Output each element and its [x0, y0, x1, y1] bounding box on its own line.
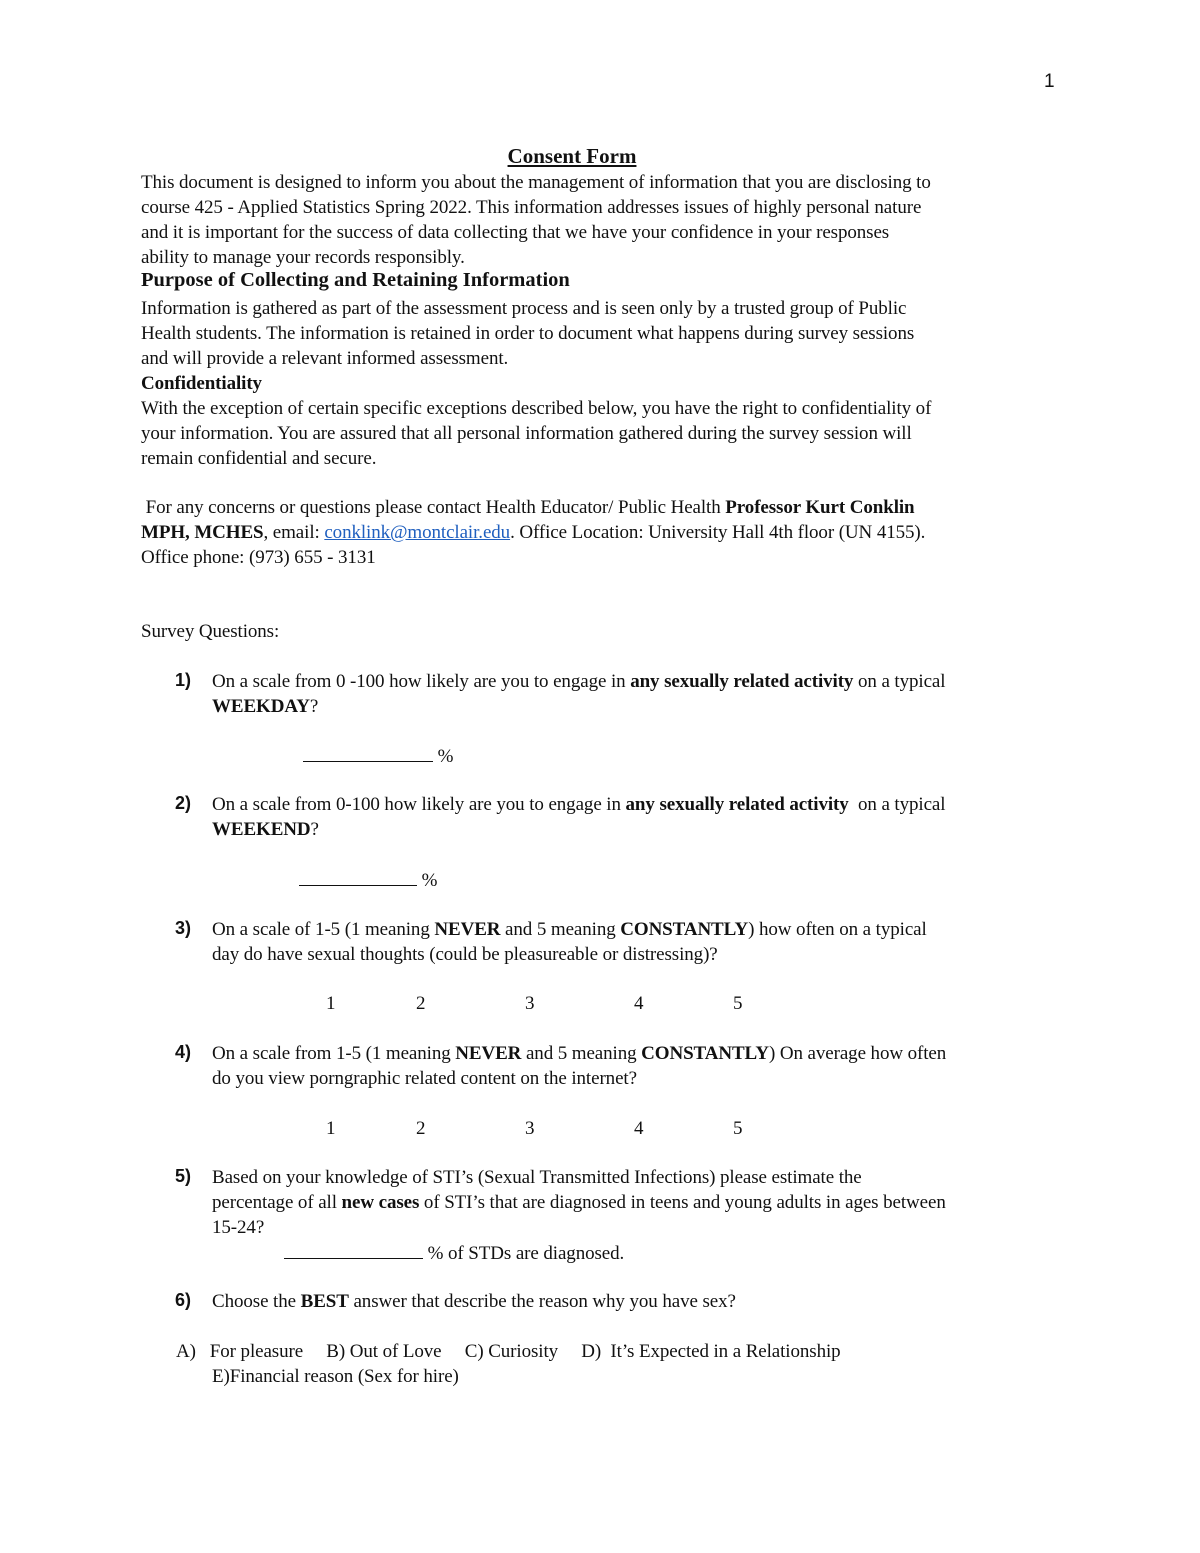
answer-suffix: % [417, 870, 438, 891]
question-text-part: Choose the [212, 1291, 301, 1312]
answer-blank[interactable] [284, 1240, 423, 1259]
rating-option[interactable]: 1 [326, 1118, 336, 1139]
question-emphasis: BEST [300, 1291, 349, 1312]
intro-line: course 425 - Applied Statistics Spring 2022. This information addresses issues of highly personal nature [141, 197, 922, 218]
question-text-part: answer that describe the reason why you have sex? [348, 1291, 736, 1312]
question-number: 4) [175, 1042, 192, 1062]
question-text-line-2: day do have sexual thoughts (could be pleasureable or distressing)? [212, 944, 718, 965]
question-text [212, 1289, 736, 1314]
question-text-part: ? [310, 819, 319, 840]
answer-field[interactable] [299, 867, 437, 893]
page-title: Consent Form [507, 144, 637, 168]
purpose-heading: Purpose of Collecting and Retaining Information [141, 269, 570, 291]
answer-field[interactable] [303, 743, 453, 769]
question-emphasis: CONSTANTLY [641, 1043, 769, 1064]
intro-line: ability to manage your records responsibly. [141, 247, 465, 268]
rating-option[interactable]: 1 [326, 993, 336, 1014]
question-text [212, 917, 927, 942]
answer-options[interactable]: A) For pleasure B) Out of Love C) Curiosity D) It’s Expected in a Relationship [176, 1341, 841, 1362]
rating-option[interactable]: 3 [525, 1118, 535, 1139]
question-text-part: percentage of all [212, 1192, 342, 1213]
question-text-part: On a scale from 1-5 (1 meaning [212, 1043, 456, 1064]
question-text [212, 669, 945, 694]
rating-option[interactable]: 5 [733, 1118, 743, 1139]
answer-blank[interactable] [303, 743, 433, 762]
question-emphasis: WEEKDAY [212, 696, 310, 717]
survey-label: Survey Questions: [141, 621, 280, 642]
purpose-line: and will provide a relevant informed assessment. [141, 348, 509, 369]
contact-office: . Office Location: University Hall 4th floor (UN 4155). [510, 522, 926, 543]
rating-option[interactable]: 3 [525, 993, 535, 1014]
contact-credentials: MPH, MCHES [141, 522, 264, 543]
question-number: 3) [175, 918, 192, 938]
intro-line: and it is important for the success of data collecting that we have your confidence in your responses [141, 222, 890, 243]
contact-line-2 [141, 520, 925, 545]
answer-field[interactable] [284, 1240, 624, 1266]
answer-blank[interactable] [299, 867, 417, 886]
question-number: 1) [175, 670, 192, 690]
question-text-line-2: do you view porngraphic related content on the internet? [212, 1068, 637, 1089]
intro-line: This document is designed to inform you about the management of information that you are disclosing to [141, 172, 931, 193]
rating-option[interactable]: 4 [634, 993, 644, 1014]
contact-text: For any concerns or questions please contact Health Educator/ Public Health [141, 497, 726, 518]
question-text-part: and 5 meaning [500, 919, 621, 940]
question-number: 6) [175, 1290, 192, 1310]
question-emphasis: CONSTANTLY [620, 919, 749, 940]
email-link[interactable]: conklink@montclair.edu [324, 522, 511, 543]
question-text-part: On a scale from 0-100 how likely are you to engage in [212, 794, 626, 815]
question-emphasis: NEVER [434, 919, 501, 940]
question-text-part: ? [309, 696, 319, 717]
question-text-part: on a typical [853, 671, 946, 692]
question-text-line-2 [212, 694, 318, 719]
question-text-part: On a scale of 1-5 (1 meaning [212, 919, 435, 940]
question-text-part: ) how often on a typical [748, 919, 927, 940]
question-text-line-2 [212, 1190, 946, 1215]
rating-scale [0, 1116, 1200, 1141]
question-emphasis: WEEKEND [212, 819, 311, 840]
question-text-part: and 5 meaning [521, 1043, 642, 1064]
contact-text: , email: [263, 522, 325, 543]
confidentiality-line: your information. You are assured that all personal information gathered during the survey session will [141, 423, 912, 444]
contact-name: Professor Kurt Conklin [725, 497, 915, 518]
purpose-line: Health students. The information is retained in order to document what happens during survey sessions [141, 323, 915, 344]
purpose-line: Information is gathered as part of the assessment process and is seen only by a trusted group of Public [141, 298, 907, 319]
question-text [212, 792, 945, 817]
question-emphasis: new cases [341, 1192, 420, 1213]
question-text-part: On a scale from 0 -100 how likely are you to engage in [212, 671, 631, 692]
confidentiality-line: remain confidential and secure. [141, 448, 377, 469]
confidentiality-heading: Confidentiality [141, 373, 262, 394]
answer-option-e[interactable]: E)Financial reason (Sex for hire) [212, 1366, 459, 1387]
rating-option[interactable]: 4 [634, 1118, 644, 1139]
question-number: 5) [175, 1166, 192, 1186]
rating-option[interactable]: 2 [416, 993, 426, 1014]
answer-suffix: % of STDs are diagnosed. [423, 1243, 625, 1264]
question-number: 2) [175, 793, 192, 813]
question-text-part: of STI’s that are diagnosed in teens and young adults in ages between [419, 1192, 946, 1213]
contact-line-1 [141, 495, 915, 520]
question-text: Based on your knowledge of STI’s (Sexual Transmitted Infections) please estimate the [212, 1167, 862, 1188]
question-text-part: ) On average how often [769, 1043, 947, 1064]
question-text [212, 1041, 946, 1066]
question-emphasis: any sexually related activity [625, 794, 849, 815]
confidentiality-line: With the exception of certain specific exceptions described below, you have the right to confidentiality of [141, 398, 932, 419]
page-number: 1 [1044, 71, 1055, 92]
answer-suffix: % [433, 746, 454, 767]
question-text-line-3: 15-24? [212, 1217, 265, 1238]
question-text-line-2 [212, 817, 319, 842]
question-emphasis: any sexually related activity [630, 671, 854, 692]
rating-option[interactable]: 5 [733, 993, 743, 1014]
rating-option[interactable]: 2 [416, 1118, 426, 1139]
contact-phone: Office phone: (973) 655 - 3131 [141, 547, 376, 568]
rating-scale [0, 991, 1200, 1016]
question-text-part: on a typical [848, 794, 946, 815]
question-emphasis: NEVER [455, 1043, 522, 1064]
